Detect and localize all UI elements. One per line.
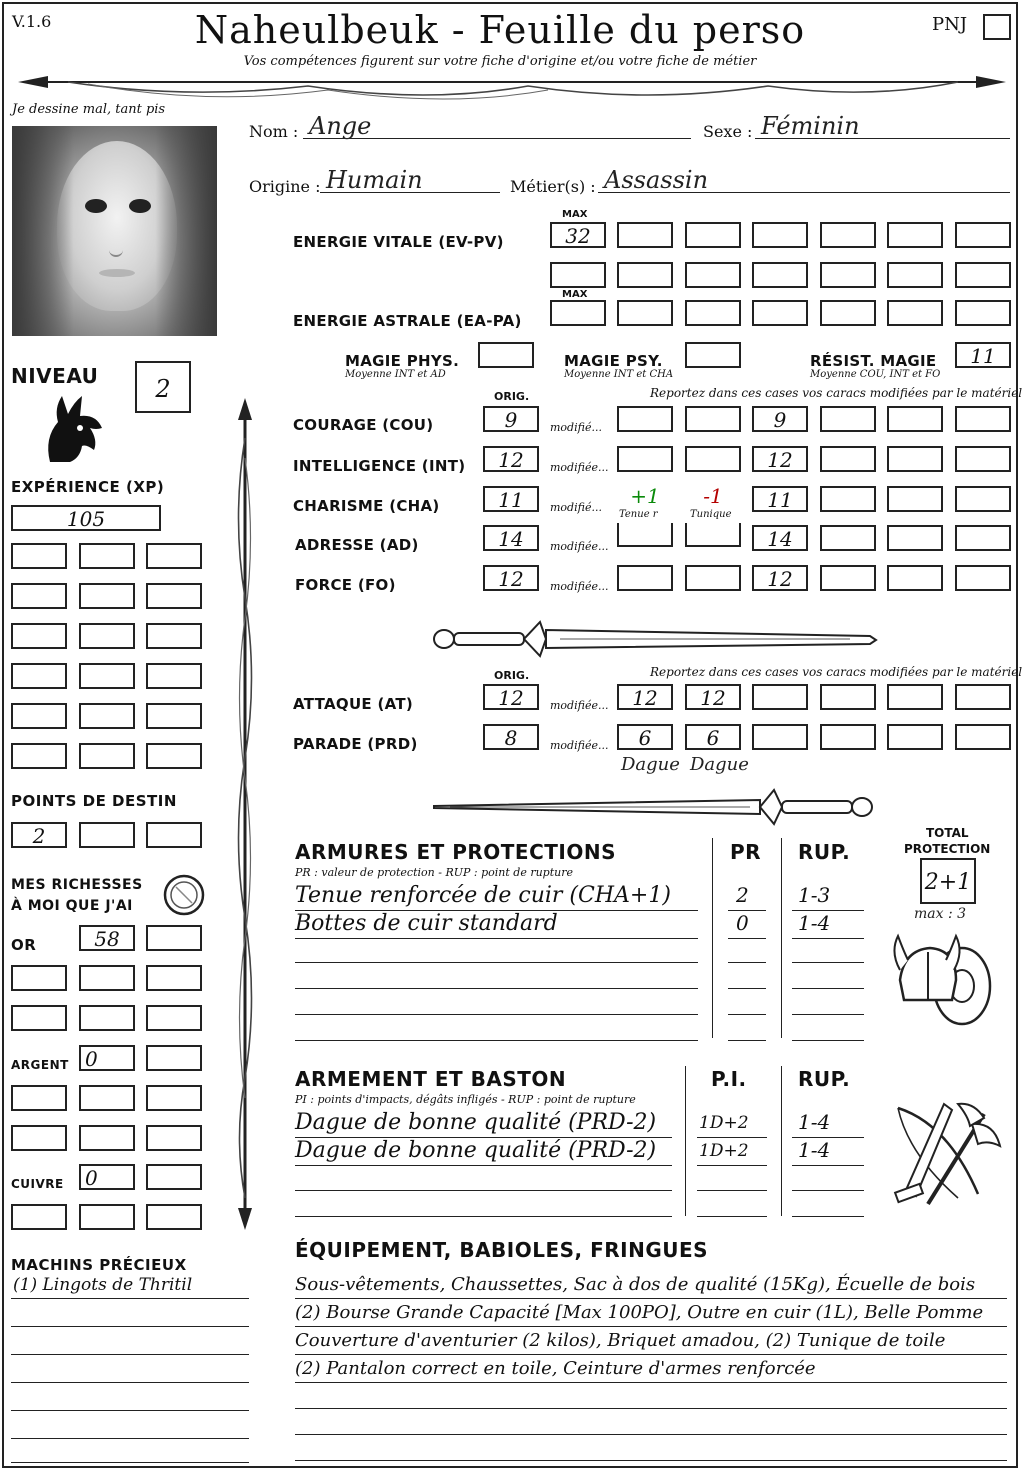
equipement-line[interactable] (295, 1384, 1007, 1409)
carac-modif-box[interactable] (820, 486, 876, 512)
parade-modif-box[interactable] (617, 724, 673, 750)
arme-name-line[interactable] (295, 1192, 672, 1217)
carac-modif-box[interactable] (617, 523, 673, 547)
xp-box[interactable] (79, 663, 135, 689)
armure-pr-line[interactable] (728, 911, 766, 939)
arme-name: Dague de bonne qualité (PRD-2) (295, 1110, 657, 1135)
attaque-modif-box[interactable] (887, 684, 943, 710)
attaque-modif-value: 12 (700, 686, 726, 710)
ev-box[interactable] (617, 222, 673, 248)
ev-max-value: 32 (565, 224, 591, 248)
ev-max-label: MAX (562, 209, 588, 220)
carac-modif-box[interactable] (955, 525, 1011, 551)
carac-row-label: CHARISME (CHA) (293, 497, 440, 515)
destin-value: 2 (32, 824, 46, 848)
modif-label: modifiée... (550, 540, 609, 553)
page-subtitle: Vos compétences figurent sur votre fiche d'origine et/ou votre fiche de métier (243, 54, 757, 69)
cuivre-value: 0 (85, 1166, 98, 1190)
machins-line[interactable] (11, 1274, 249, 1299)
armure-rup-line[interactable] (792, 938, 864, 963)
total-protection-box[interactable] (920, 858, 976, 904)
xp-box[interactable] (79, 543, 135, 569)
modif-label: modifié... (550, 501, 602, 514)
armure-rup-line[interactable] (792, 883, 864, 911)
argent-box[interactable] (79, 1125, 135, 1151)
ev-box[interactable] (820, 262, 876, 288)
carac-modif-box[interactable] (617, 446, 673, 472)
equipement-line[interactable] (295, 1436, 1007, 1461)
armure-name-line[interactable] (295, 911, 698, 939)
armure-name-line[interactable] (295, 964, 698, 989)
xp-box[interactable] (146, 703, 202, 729)
equipement-line[interactable] (295, 1272, 1007, 1299)
destin-label: POINTS DE DESTIN (11, 792, 177, 810)
xp-box[interactable] (11, 663, 67, 689)
xp-box[interactable] (146, 623, 202, 649)
carac-modif-box[interactable] (752, 446, 808, 472)
xp-box[interactable] (146, 663, 202, 689)
sword-icon (430, 782, 880, 832)
arme-pi-line[interactable] (697, 1110, 767, 1138)
parade-orig-value: 8 (504, 726, 518, 750)
arme-pi: 1D+2 (699, 1113, 749, 1133)
carac-modif-box[interactable] (685, 565, 741, 591)
or-box[interactable] (146, 1005, 202, 1031)
weapon-label: Dague (690, 754, 749, 775)
portrait-image (12, 126, 217, 336)
xp-box[interactable] (11, 505, 161, 531)
equipement-text: (2) Pantalon correct en toile, Ceinture d'armes renforcée (295, 1358, 816, 1379)
machins-line[interactable] (11, 1330, 249, 1355)
ev-box[interactable] (752, 262, 808, 288)
parade-modif-box[interactable] (752, 724, 808, 750)
cuivre-label: CUIVRE (11, 1177, 64, 1191)
ea-box[interactable] (955, 300, 1011, 326)
column-divider (712, 838, 713, 1038)
ev-box[interactable] (752, 222, 808, 248)
carac-modif-box[interactable] (887, 486, 943, 512)
ev-label: ENERGIE VITALE (EV-PV) (293, 233, 504, 251)
ev-box[interactable] (887, 262, 943, 288)
max-protection-note: max : 3 (914, 906, 967, 922)
argent-box[interactable] (79, 1085, 135, 1111)
nom-value: Ange (309, 112, 372, 140)
carac-modif-box[interactable] (752, 486, 808, 512)
carac-orig-box[interactable] (483, 525, 539, 551)
carac-orig-value: 14 (498, 527, 524, 551)
ev-box[interactable] (955, 222, 1011, 248)
or-box[interactable] (79, 925, 135, 951)
attaque-orig-box[interactable] (483, 684, 539, 710)
argent-box[interactable] (146, 1045, 202, 1071)
xp-box[interactable] (11, 703, 67, 729)
carac-modif-box[interactable] (887, 446, 943, 472)
equipement-text: (2) Bourse Grande Capacité [Max 100PO], Outre en cuir (1L), Belle Pomme (295, 1302, 984, 1323)
armure-name-line[interactable] (295, 1016, 698, 1041)
machins-item: (1) Lingots de Thritil (13, 1275, 193, 1295)
metier-label: Métier(s) : (510, 177, 596, 196)
attaque-label: ATTAQUE (AT) (293, 695, 414, 713)
cuivre-box[interactable] (79, 1204, 135, 1230)
carac-modif-box[interactable] (887, 525, 943, 551)
argent-box[interactable] (79, 1045, 135, 1071)
or-box[interactable] (11, 965, 67, 991)
pnj-label: PNJ (932, 14, 968, 35)
parade-modif-value: 6 (638, 726, 652, 750)
ev-box[interactable] (685, 262, 741, 288)
xp-box[interactable] (79, 583, 135, 609)
armure-rup-line[interactable] (792, 990, 864, 1015)
total-protection-label-2: PROTECTION (904, 842, 991, 856)
parade-modif-value: 6 (706, 726, 720, 750)
armement-title: ARMEMENT ET BASTON (295, 1067, 567, 1091)
magie-phys-box[interactable] (478, 342, 534, 368)
carac-final-value: 12 (767, 567, 793, 591)
xp-box[interactable] (146, 543, 202, 569)
arme-rup: 1-4 (798, 1110, 831, 1134)
or-box[interactable] (11, 1005, 67, 1031)
attaque-modif-box[interactable] (820, 684, 876, 710)
armement-pi-header: P.I. (711, 1067, 747, 1091)
carac-orig-value: 9 (504, 408, 518, 432)
or-box[interactable] (146, 965, 202, 991)
carac-final-value: 11 (767, 488, 793, 512)
xp-box[interactable] (11, 623, 67, 649)
carac-final-value: 9 (773, 408, 787, 432)
xp-box[interactable] (11, 583, 67, 609)
carac-modif-note: Tenue r (619, 509, 658, 520)
argent-label: ARGENT (11, 1058, 69, 1072)
destin-box[interactable] (11, 822, 67, 848)
carac-orig-value: 11 (498, 488, 524, 512)
magie-phys-label: MAGIE PHYS. (345, 352, 460, 370)
carac-row-label: FORCE (FO) (295, 576, 396, 594)
armures-note: PR : valeur de protection - RUP : point de rupture (295, 866, 573, 879)
column-divider (781, 1066, 782, 1216)
armure-name-line[interactable] (295, 883, 698, 911)
origine-value: Humain (326, 166, 423, 194)
arme-pi-line[interactable] (697, 1138, 767, 1166)
arme-rup: 1-4 (798, 1138, 831, 1162)
attaque-modif-box[interactable] (752, 684, 808, 710)
carac-modif-value: +1 (630, 484, 660, 508)
machins-line[interactable] (11, 1414, 249, 1439)
carac-modif-box[interactable] (820, 565, 876, 591)
origine-field[interactable] (320, 166, 500, 193)
armure-name: Bottes de cuir standard (295, 911, 558, 936)
ev-box[interactable] (887, 222, 943, 248)
sexe-label: Sexe : (703, 122, 753, 141)
parade-modif-box[interactable] (820, 724, 876, 750)
niveau-value: 2 (155, 375, 171, 403)
argent-box[interactable] (11, 1085, 67, 1111)
armure-pr: 0 (736, 911, 749, 935)
xp-label: EXPÉRIENCE (XP) (11, 478, 165, 496)
magie-phys-note: Moyenne INT et AD (345, 369, 446, 380)
cuivre-box[interactable] (146, 1164, 202, 1190)
equipement-title: ÉQUIPEMENT, BABIOLES, FRINGUES (295, 1238, 709, 1262)
parade-modif-box[interactable] (887, 724, 943, 750)
equipement-line[interactable] (295, 1300, 1007, 1327)
magie-psy-note: Moyenne INT et CHA (564, 369, 674, 380)
carac-orig-box[interactable] (483, 446, 539, 472)
coin-icon (162, 873, 206, 917)
xp-box[interactable] (146, 583, 202, 609)
arme-name: Dague de bonne qualité (PRD-2) (295, 1138, 657, 1163)
carac-row-label: COURAGE (COU) (293, 416, 434, 434)
metier-value: Assassin (604, 166, 709, 194)
armure-pr-line[interactable] (728, 964, 766, 989)
xp-box[interactable] (79, 623, 135, 649)
equipement-line[interactable] (295, 1356, 1007, 1383)
resist-magie-note: Moyenne COU, INT et FO (810, 369, 941, 380)
column-divider (685, 1066, 686, 1216)
carac-final-value: 12 (767, 448, 793, 472)
ea-max-box[interactable] (550, 300, 606, 326)
xp-box[interactable] (146, 743, 202, 769)
version-label: V.1.6 (12, 12, 52, 31)
carac-modif-box[interactable] (955, 446, 1011, 472)
arme-rup-line[interactable] (792, 1166, 864, 1191)
origine-label: Origine : (249, 177, 321, 196)
equipement-line[interactable] (295, 1328, 1007, 1355)
argent-box[interactable] (146, 1125, 202, 1151)
armures-title: ARMURES ET PROTECTIONS (295, 840, 616, 864)
sword-icon (430, 612, 880, 662)
attaque-modif-value: 12 (632, 686, 658, 710)
carac-modif-value: -1 (703, 484, 723, 508)
armement-rup-header: RUP. (798, 1067, 851, 1091)
machins-line[interactable] (11, 1386, 249, 1411)
armure-pr-line[interactable] (728, 883, 766, 911)
carac-orig-box[interactable] (483, 486, 539, 512)
carac-modif-note: Tunique (690, 509, 732, 520)
nom-label: Nom : (249, 122, 299, 141)
ea-box[interactable] (887, 300, 943, 326)
carac-modif-box[interactable] (617, 565, 673, 591)
arme-rup-line[interactable] (792, 1110, 864, 1138)
sexe-value: Féminin (761, 112, 860, 140)
carac-modif-box[interactable] (820, 406, 876, 432)
sexe-field[interactable] (755, 112, 1010, 139)
armure-rup-line[interactable] (792, 911, 864, 939)
carac-modif-box[interactable] (820, 525, 876, 551)
argent-value: 0 (85, 1047, 98, 1071)
arme-pi: 1D+2 (699, 1141, 749, 1161)
carac-modif-box[interactable] (752, 525, 808, 551)
arme-rup-line[interactable] (792, 1192, 864, 1217)
armure-pr: 2 (736, 883, 749, 907)
portrait-caption: Je dessine mal, tant pis (12, 102, 166, 117)
modif-label: modifiée... (550, 699, 609, 712)
carac-modif-box[interactable] (685, 446, 741, 472)
niveau-box[interactable] (135, 361, 191, 413)
pnj-checkbox[interactable] (983, 14, 1011, 40)
parade-modif-box[interactable] (685, 724, 741, 750)
ev-box[interactable] (685, 222, 741, 248)
armures-rup-header: RUP. (798, 840, 851, 864)
combat-orig-label: ORIG. (494, 669, 530, 682)
column-divider (781, 838, 782, 1038)
armement-note: PI : points d'impacts, dégâts infligés - RUP : point de rupture (295, 1093, 636, 1106)
armure-rup: 1-3 (798, 883, 831, 907)
carac-row-label: ADRESSE (AD) (295, 536, 419, 554)
or-value: 58 (94, 927, 120, 951)
richesses-label: MES RICHESSES (11, 877, 143, 893)
equipement-text: Couverture d'aventurier (2 kilos), Briquet amadou, (2) Tunique de toile (295, 1330, 946, 1351)
parade-label: PARADE (PRD) (293, 735, 418, 753)
ev-box[interactable] (955, 262, 1011, 288)
carac-modif-box[interactable] (955, 406, 1011, 432)
arme-name-line[interactable] (295, 1138, 672, 1166)
ea-box[interactable] (820, 300, 876, 326)
arme-pi-line[interactable] (697, 1192, 767, 1217)
modif-label: modifiée... (550, 461, 609, 474)
xp-box[interactable] (79, 703, 135, 729)
arme-name-line[interactable] (295, 1110, 672, 1138)
armure-pr-line[interactable] (728, 990, 766, 1015)
arme-name-line[interactable] (295, 1166, 672, 1191)
metier-field[interactable] (598, 166, 1010, 193)
machins-line[interactable] (11, 1302, 249, 1327)
weapons-icon (888, 1094, 1006, 1214)
total-protection-value: 2+1 (924, 870, 972, 895)
carac-modif-box[interactable] (820, 446, 876, 472)
dragon-icon (40, 392, 106, 464)
carac-modif-box[interactable] (752, 565, 808, 591)
armure-name: Tenue renforcée de cuir (CHA+1) (295, 883, 671, 908)
weapon-label: Dague (621, 754, 680, 775)
carac-modif-box[interactable] (887, 565, 943, 591)
or-box[interactable] (146, 925, 202, 951)
carac-final-value: 14 (767, 527, 793, 551)
helmet-shield-icon (890, 930, 994, 1030)
carac-modif-box[interactable] (617, 406, 673, 432)
equipement-line[interactable] (295, 1410, 1007, 1435)
modif-label: modifiée... (550, 580, 609, 593)
niveau-label: NIVEAU (11, 364, 99, 388)
armure-rup-line[interactable] (792, 964, 864, 989)
page-title: Naheulbeuk - Feuille du perso (194, 8, 806, 52)
or-box[interactable] (79, 1005, 135, 1031)
destin-box[interactable] (79, 822, 135, 848)
ev-box[interactable] (550, 262, 606, 288)
armure-rup-line[interactable] (792, 1016, 864, 1041)
argent-box[interactable] (146, 1085, 202, 1111)
parade-modif-box[interactable] (955, 724, 1011, 750)
ev-box[interactable] (820, 222, 876, 248)
armure-name-line[interactable] (295, 938, 698, 963)
carac-modif-box[interactable] (955, 486, 1011, 512)
resist-magie-value: 11 (970, 344, 996, 368)
equipement-text: Sous-vêtements, Chaussettes, Sac à dos de qualité (15Kg), Écuelle de bois (295, 1274, 976, 1295)
destin-box[interactable] (146, 822, 202, 848)
or-box[interactable] (79, 965, 135, 991)
ea-box[interactable] (617, 300, 673, 326)
armure-rup: 1-4 (798, 911, 831, 935)
carac-row-label: INTELLIGENCE (INT) (293, 457, 466, 475)
ea-max-label: MAX (562, 289, 588, 300)
attaque-modif-box[interactable] (617, 684, 673, 710)
magie-psy-label: MAGIE PSY. (564, 352, 663, 370)
attaque-orig-value: 12 (498, 686, 524, 710)
or-label: OR (11, 936, 37, 954)
ea-label: ENERGIE ASTRALE (EA-PA) (293, 312, 522, 330)
caracs-orig-label: ORIG. (494, 390, 530, 403)
xp-value: 105 (66, 507, 106, 531)
richesses-label-2: À MOI QUE J'AI (11, 898, 133, 914)
arme-pi-line[interactable] (697, 1166, 767, 1191)
magie-psy-box[interactable] (685, 342, 741, 368)
parade-orig-box[interactable] (483, 724, 539, 750)
machins-label: MACHINS PRÉCIEUX (11, 1256, 187, 1274)
carac-orig-box[interactable] (483, 565, 539, 591)
caracs-report-note: Reportez dans ces cases vos caracs modifiées par le matériel (650, 386, 1023, 400)
attaque-modif-box[interactable] (685, 684, 741, 710)
armure-name-line[interactable] (295, 990, 698, 1015)
modif-label: modifié... (550, 421, 602, 434)
attaque-modif-box[interactable] (955, 684, 1011, 710)
ea-box[interactable] (752, 300, 808, 326)
xp-box[interactable] (79, 743, 135, 769)
combat-report-note: Reportez dans ces cases vos caracs modifiées par le matériel (650, 665, 1023, 679)
modif-label: modifiée... (550, 739, 609, 752)
carac-modif-box[interactable] (955, 565, 1011, 591)
carac-modif-box[interactable] (685, 523, 741, 547)
arme-rup-line[interactable] (792, 1138, 864, 1166)
cuivre-box[interactable] (146, 1204, 202, 1230)
carac-orig-value: 12 (498, 448, 524, 472)
ev-max-box[interactable] (550, 222, 606, 248)
carac-orig-value: 12 (498, 567, 524, 591)
total-protection-label: TOTAL (926, 826, 969, 840)
nom-field[interactable] (303, 112, 691, 139)
carac-modif-box[interactable] (752, 406, 808, 432)
carac-modif-box[interactable] (887, 406, 943, 432)
armures-pr-header: PR (730, 840, 762, 864)
machins-line[interactable] (11, 1440, 249, 1463)
resist-magie-box[interactable] (955, 342, 1011, 368)
machins-line[interactable] (11, 1358, 249, 1383)
xp-box[interactable] (11, 743, 67, 769)
armure-pr-line[interactable] (728, 938, 766, 963)
carac-modif-box[interactable] (685, 406, 741, 432)
xp-box[interactable] (11, 543, 67, 569)
cuivre-box[interactable] (11, 1204, 67, 1230)
ea-box[interactable] (685, 300, 741, 326)
cuivre-box[interactable] (79, 1164, 135, 1190)
ev-box[interactable] (617, 262, 673, 288)
staff-icon (228, 398, 262, 1230)
resist-magie-label: RÉSIST. MAGIE (810, 352, 937, 370)
argent-box[interactable] (11, 1125, 67, 1151)
armure-pr-line[interactable] (728, 1016, 766, 1041)
carac-orig-box[interactable] (483, 406, 539, 432)
